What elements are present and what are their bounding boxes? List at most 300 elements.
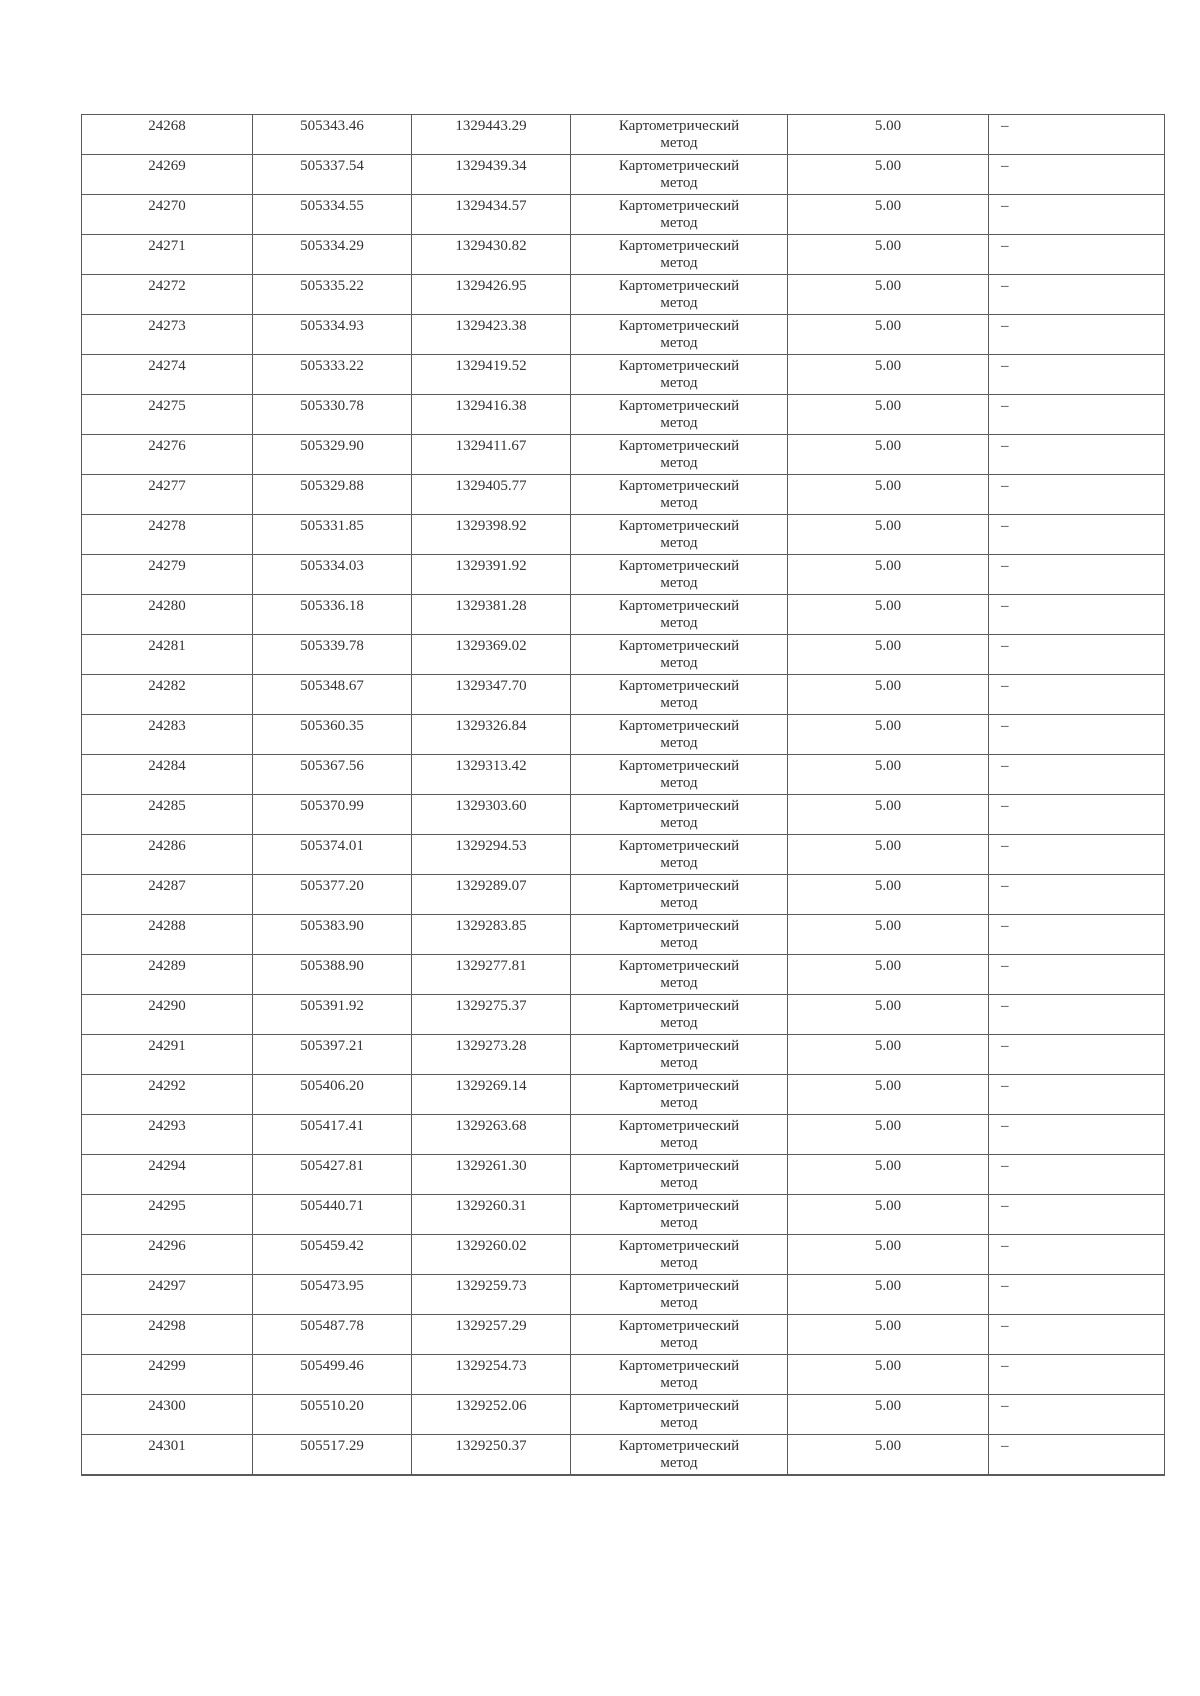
note-cell: – [989,1435,1165,1475]
accuracy-cell: 5.00 [788,1355,989,1395]
y-coordinate-cell: 1329260.02 [412,1235,571,1275]
y-coordinate-cell: 1329347.70 [412,675,571,715]
method-cell [571,1155,788,1195]
method-cell [571,675,788,715]
table-row [82,1035,1165,1075]
method-cell [571,795,788,835]
note-cell: – [989,355,1165,395]
point-number-cell: 24286 [82,835,253,875]
table-row [82,1355,1165,1395]
method-cell [571,995,788,1035]
table-row [82,1235,1165,1275]
y-coordinate-cell: 1329254.73 [412,1355,571,1395]
accuracy-cell: 5.00 [788,795,989,835]
y-coordinate-cell: 1329277.81 [412,955,571,995]
table-row [82,1435,1165,1475]
note-cell: – [989,555,1165,595]
point-number-cell: 24281 [82,635,253,675]
x-coordinate-cell: 505343.46 [253,115,412,155]
method-cell [571,875,788,915]
method-line-1: Картометрический [618,1078,740,1094]
method-cell [571,195,788,235]
method-line-2: метод [660,975,698,991]
accuracy-cell: 5.00 [788,1435,989,1475]
note-cell: – [989,995,1165,1035]
table-row [82,315,1165,355]
method-cell [571,1195,788,1235]
x-coordinate-cell: 505440.71 [253,1195,412,1235]
y-coordinate-cell: 1329423.38 [412,315,571,355]
y-coordinate-cell: 1329381.28 [412,595,571,635]
note-cell: – [989,875,1165,915]
x-coordinate-cell: 505417.41 [253,1115,412,1155]
x-coordinate-cell: 505377.20 [253,875,412,915]
x-coordinate-cell: 505337.54 [253,155,412,195]
note-cell: – [989,1275,1165,1315]
method-line-2: метод [660,615,698,631]
method-line-2: метод [660,1335,698,1351]
method-line-1: Картометрический [618,198,740,214]
note-cell: – [989,1075,1165,1115]
y-coordinate-cell: 1329443.29 [412,115,571,155]
method-line-1: Картометрический [618,1278,740,1294]
point-number-cell: 24288 [82,915,253,955]
y-coordinate-cell: 1329430.82 [412,235,571,275]
method-cell [571,555,788,595]
table-row [82,1275,1165,1315]
method-line-2: метод [660,255,698,271]
note-cell: – [989,435,1165,475]
point-number-cell: 24292 [82,1075,253,1115]
method-line-2: метод [660,815,698,831]
note-cell: – [989,395,1165,435]
y-coordinate-cell: 1329416.38 [412,395,571,435]
accuracy-cell: 5.00 [788,835,989,875]
method-line-2: метод [660,295,698,311]
point-number-cell: 24284 [82,755,253,795]
y-coordinate-cell: 1329283.85 [412,915,571,955]
table-row [82,1195,1165,1235]
x-coordinate-cell: 505391.92 [253,995,412,1035]
method-cell [571,755,788,795]
note-cell: – [989,1155,1165,1195]
accuracy-cell: 5.00 [788,635,989,675]
method-line-1: Картометрический [618,398,740,414]
x-coordinate-cell: 505360.35 [253,715,412,755]
method-cell [571,1315,788,1355]
method-cell [571,275,788,315]
x-coordinate-cell: 505517.29 [253,1435,412,1475]
x-coordinate-cell: 505348.67 [253,675,412,715]
point-number-cell: 24275 [82,395,253,435]
coordinates-table-body [82,115,1165,1475]
y-coordinate-cell: 1329294.53 [412,835,571,875]
y-coordinate-cell: 1329411.67 [412,435,571,475]
method-line-1: Картометрический [618,798,740,814]
x-coordinate-cell: 505510.20 [253,1395,412,1435]
note-cell: – [989,515,1165,555]
note-cell: – [989,1115,1165,1155]
x-coordinate-cell: 505406.20 [253,1075,412,1115]
table-row [82,355,1165,395]
point-number-cell: 24285 [82,795,253,835]
method-cell [571,835,788,875]
accuracy-cell: 5.00 [788,915,989,955]
accuracy-cell: 5.00 [788,1315,989,1355]
point-number-cell: 24298 [82,1315,253,1355]
y-coordinate-cell: 1329439.34 [412,155,571,195]
method-line-1: Картометрический [618,1118,740,1134]
accuracy-cell: 5.00 [788,115,989,155]
method-cell [571,395,788,435]
method-cell [571,235,788,275]
point-number-cell: 24296 [82,1235,253,1275]
accuracy-cell: 5.00 [788,315,989,355]
accuracy-cell: 5.00 [788,555,989,595]
x-coordinate-cell: 505473.95 [253,1275,412,1315]
method-line-1: Картометрический [618,438,740,454]
table-row [82,555,1165,595]
table-row [82,1395,1165,1435]
accuracy-cell: 5.00 [788,435,989,475]
point-number-cell: 24276 [82,435,253,475]
point-number-cell: 24270 [82,195,253,235]
method-line-1: Картометрический [618,278,740,294]
method-line-1: Картометрический [618,1358,740,1374]
method-cell [571,115,788,155]
method-line-2: метод [660,1255,698,1271]
note-cell: – [989,915,1165,955]
table-row [82,1315,1165,1355]
method-cell [571,715,788,755]
x-coordinate-cell: 505334.29 [253,235,412,275]
accuracy-cell: 5.00 [788,595,989,635]
method-cell [571,595,788,635]
method-line-1: Картометрический [618,1398,740,1414]
x-coordinate-cell: 505329.90 [253,435,412,475]
method-cell [571,1275,788,1315]
y-coordinate-cell: 1329326.84 [412,715,571,755]
point-number-cell: 24274 [82,355,253,395]
point-number-cell: 24271 [82,235,253,275]
y-coordinate-cell: 1329250.37 [412,1435,571,1475]
method-line-2: метод [660,895,698,911]
method-line-2: метод [660,375,698,391]
accuracy-cell: 5.00 [788,875,989,915]
table-row [82,635,1165,675]
method-line-1: Картометрический [618,878,740,894]
method-cell [571,635,788,675]
method-line-2: метод [660,695,698,711]
point-number-cell: 24273 [82,315,253,355]
y-coordinate-cell: 1329426.95 [412,275,571,315]
method-line-1: Картометрический [618,718,740,734]
table-row [82,235,1165,275]
method-line-2: метод [660,575,698,591]
table-row [82,875,1165,915]
y-coordinate-cell: 1329273.28 [412,1035,571,1075]
point-number-cell: 24280 [82,595,253,635]
x-coordinate-cell: 505334.03 [253,555,412,595]
method-line-2: метод [660,135,698,151]
y-coordinate-cell: 1329289.07 [412,875,571,915]
note-cell: – [989,155,1165,195]
method-line-2: метод [660,175,698,191]
x-coordinate-cell: 505331.85 [253,515,412,555]
note-cell: – [989,835,1165,875]
accuracy-cell: 5.00 [788,355,989,395]
accuracy-cell: 5.00 [788,1195,989,1235]
x-coordinate-cell: 505334.93 [253,315,412,355]
accuracy-cell: 5.00 [788,1395,989,1435]
x-coordinate-cell: 505367.56 [253,755,412,795]
y-coordinate-cell: 1329252.06 [412,1395,571,1435]
method-cell [571,1115,788,1155]
table-row [82,195,1165,235]
method-line-1: Картометрический [618,1198,740,1214]
note-cell: – [989,795,1165,835]
note-cell: – [989,1315,1165,1355]
y-coordinate-cell: 1329257.29 [412,1315,571,1355]
method-line-1: Картометрический [618,1318,740,1334]
method-cell [571,915,788,955]
x-coordinate-cell: 505427.81 [253,1155,412,1195]
accuracy-cell: 5.00 [788,715,989,755]
note-cell: – [989,675,1165,715]
method-cell [571,1035,788,1075]
accuracy-cell: 5.00 [788,275,989,315]
note-cell: – [989,1395,1165,1435]
method-line-1: Картометрический [618,598,740,614]
accuracy-cell: 5.00 [788,515,989,555]
method-cell [571,155,788,195]
table-row [82,675,1165,715]
y-coordinate-cell: 1329419.52 [412,355,571,395]
note-cell: – [989,1195,1165,1235]
method-line-2: метод [660,1455,698,1471]
x-coordinate-cell: 505339.78 [253,635,412,675]
y-coordinate-cell: 1329398.92 [412,515,571,555]
point-number-cell: 24287 [82,875,253,915]
table-row [82,1115,1165,1155]
method-line-2: метод [660,1095,698,1111]
method-line-2: метод [660,335,698,351]
point-number-cell: 24301 [82,1435,253,1475]
method-line-1: Картометрический [618,1438,740,1454]
method-line-2: метод [660,1055,698,1071]
accuracy-cell: 5.00 [788,1115,989,1155]
y-coordinate-cell: 1329275.37 [412,995,571,1035]
note-cell: – [989,315,1165,355]
y-coordinate-cell: 1329261.30 [412,1155,571,1195]
note-cell: – [989,715,1165,755]
accuracy-cell: 5.00 [788,995,989,1035]
note-cell: – [989,475,1165,515]
table-row [82,435,1165,475]
table-row [82,715,1165,755]
y-coordinate-cell: 1329259.73 [412,1275,571,1315]
table-row [82,835,1165,875]
method-cell [571,1235,788,1275]
method-line-1: Картометрический [618,238,740,254]
accuracy-cell: 5.00 [788,755,989,795]
coordinates-table [81,114,1165,1476]
accuracy-cell: 5.00 [788,395,989,435]
method-cell [571,435,788,475]
y-coordinate-cell: 1329313.42 [412,755,571,795]
x-coordinate-cell: 505374.01 [253,835,412,875]
accuracy-cell: 5.00 [788,955,989,995]
y-coordinate-cell: 1329303.60 [412,795,571,835]
note-cell: – [989,635,1165,675]
method-cell [571,315,788,355]
point-number-cell: 24293 [82,1115,253,1155]
x-coordinate-cell: 505388.90 [253,955,412,995]
table-row [82,795,1165,835]
method-line-1: Картометрический [618,358,740,374]
note-cell: – [989,235,1165,275]
x-coordinate-cell: 505330.78 [253,395,412,435]
accuracy-cell: 5.00 [788,195,989,235]
accuracy-cell: 5.00 [788,475,989,515]
accuracy-cell: 5.00 [788,1235,989,1275]
method-line-1: Картометрический [618,158,740,174]
accuracy-cell: 5.00 [788,1275,989,1315]
point-number-cell: 24283 [82,715,253,755]
table-row [82,1155,1165,1195]
point-number-cell: 24297 [82,1275,253,1315]
y-coordinate-cell: 1329260.31 [412,1195,571,1235]
method-line-1: Картометрический [618,918,740,934]
accuracy-cell: 5.00 [788,155,989,195]
method-line-1: Картометрический [618,758,740,774]
table-row [82,915,1165,955]
method-line-1: Картометрический [618,838,740,854]
method-cell [571,515,788,555]
table-row [82,115,1165,155]
method-line-1: Картометрический [618,118,740,134]
note-cell: – [989,755,1165,795]
note-cell: – [989,1355,1165,1395]
table-row [82,475,1165,515]
accuracy-cell: 5.00 [788,1035,989,1075]
table-row [82,755,1165,795]
method-line-1: Картометрический [618,478,740,494]
point-number-cell: 24295 [82,1195,253,1235]
x-coordinate-cell: 505397.21 [253,1035,412,1075]
method-cell [571,1075,788,1115]
point-number-cell: 24294 [82,1155,253,1195]
x-coordinate-cell: 505459.42 [253,1235,412,1275]
point-number-cell: 24291 [82,1035,253,1075]
method-cell [571,475,788,515]
method-cell [571,1355,788,1395]
y-coordinate-cell: 1329391.92 [412,555,571,595]
method-cell [571,955,788,995]
method-line-1: Картометрический [618,558,740,574]
table-row [82,515,1165,555]
method-line-2: метод [660,1415,698,1431]
table-row [82,595,1165,635]
method-line-2: метод [660,655,698,671]
method-line-2: метод [660,1135,698,1151]
method-line-2: метод [660,535,698,551]
point-number-cell: 24272 [82,275,253,315]
method-line-2: метод [660,455,698,471]
x-coordinate-cell: 505329.88 [253,475,412,515]
method-line-2: метод [660,215,698,231]
x-coordinate-cell: 505336.18 [253,595,412,635]
method-line-2: метод [660,855,698,871]
x-coordinate-cell: 505383.90 [253,915,412,955]
method-line-1: Картометрический [618,1238,740,1254]
point-number-cell: 24282 [82,675,253,715]
note-cell: – [989,595,1165,635]
method-line-2: метод [660,1215,698,1231]
point-number-cell: 24290 [82,995,253,1035]
accuracy-cell: 5.00 [788,235,989,275]
point-number-cell: 24269 [82,155,253,195]
method-line-2: метод [660,735,698,751]
method-cell [571,1395,788,1435]
table-row [82,955,1165,995]
table-row [82,995,1165,1035]
method-line-2: метод [660,495,698,511]
table-row [82,275,1165,315]
method-line-2: метод [660,1295,698,1311]
point-number-cell: 24279 [82,555,253,595]
y-coordinate-cell: 1329263.68 [412,1115,571,1155]
x-coordinate-cell: 505335.22 [253,275,412,315]
point-number-cell: 24278 [82,515,253,555]
method-line-1: Картометрический [618,998,740,1014]
point-number-cell: 24277 [82,475,253,515]
note-cell: – [989,1035,1165,1075]
note-cell: – [989,1235,1165,1275]
method-line-2: метод [660,415,698,431]
method-line-2: метод [660,1175,698,1191]
point-number-cell: 24268 [82,115,253,155]
note-cell: – [989,115,1165,155]
y-coordinate-cell: 1329434.57 [412,195,571,235]
accuracy-cell: 5.00 [788,1155,989,1195]
accuracy-cell: 5.00 [788,675,989,715]
method-line-2: метод [660,775,698,791]
method-line-1: Картометрический [618,678,740,694]
point-number-cell: 24299 [82,1355,253,1395]
method-line-2: метод [660,1015,698,1031]
method-line-1: Картометрический [618,638,740,654]
table-row [82,395,1165,435]
note-cell: – [989,195,1165,235]
note-cell: – [989,275,1165,315]
x-coordinate-cell: 505370.99 [253,795,412,835]
method-line-1: Картометрический [618,1158,740,1174]
method-line-1: Картометрический [618,958,740,974]
point-number-cell: 24300 [82,1395,253,1435]
method-cell [571,355,788,395]
method-line-1: Картометрический [618,318,740,334]
method-cell [571,1435,788,1475]
y-coordinate-cell: 1329369.02 [412,635,571,675]
method-line-2: метод [660,935,698,951]
table-row [82,155,1165,195]
note-cell: – [989,955,1165,995]
method-line-2: метод [660,1375,698,1391]
accuracy-cell: 5.00 [788,1075,989,1115]
x-coordinate-cell: 505333.22 [253,355,412,395]
x-coordinate-cell: 505487.78 [253,1315,412,1355]
